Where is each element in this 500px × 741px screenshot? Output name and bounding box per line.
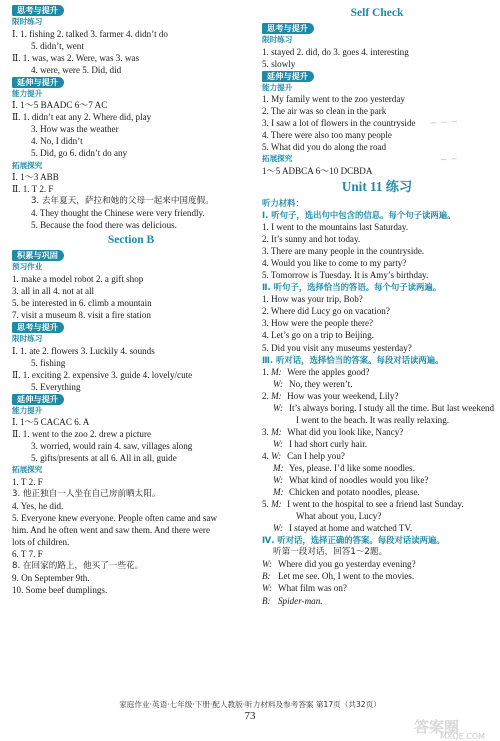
page-footer: 家庭作业·英语·七年级·下册·配人教版·听力材料及参考答案 第17页（共32页） — [119, 700, 381, 709]
dialogue-line: B: Let me see. Oh, I went to the movies. — [262, 571, 415, 582]
answer-line: Ⅰ. 1. fishing 2. talked 3. farmer 4. didn’t do — [12, 28, 168, 39]
answer-line: Ⅱ. 1. was, was 2. Were, was 3. was — [12, 52, 140, 63]
section-title: Section B — [107, 234, 155, 247]
subheading: 拓展探究 — [12, 465, 43, 475]
answer-line: 5. gifts/presents at all 6. All in all, guide — [31, 453, 177, 464]
section-badge: 延伸与提升 — [12, 76, 250, 88]
answer-line: Ⅰ. 1. ate 2. flowers 3. Luckily 4. sounds — [12, 345, 155, 356]
dialogue-line: W: No, they weren’t. — [273, 378, 353, 389]
script-line: 3. There are many people in the countryside. — [262, 246, 425, 257]
subheading: 能力提升 — [12, 405, 43, 415]
answer-line: 1. stayed 2. did, do 3. goes 4. interesting — [262, 46, 409, 57]
answer-line: 8. 在回家的路上，他买了一些花。 — [12, 561, 144, 572]
answer-line: 1. make a model robot 2. a gift shop — [12, 273, 144, 284]
dialogue-line: W: I had short curly hair. — [273, 438, 368, 449]
unit-title-en: Unit 11 — [341, 178, 383, 194]
dialogue-line: W: What kind of noodles would you like? — [273, 475, 429, 486]
answer-line: 3. worried, would rain 4. saw, villages along — [31, 441, 193, 452]
script-line: 2. Where did Lucy go on vacation? — [262, 306, 390, 317]
section-badge: 思考与提升 — [262, 22, 492, 34]
unit-title — [262, 178, 492, 196]
answer-line: 4. They thought the Chinese were very friendly. — [31, 208, 205, 219]
answer-line: 3. I saw a lot of flowers in the countryside — [262, 118, 416, 129]
answer-line: 3. 他正独自一人坐在自己房前晒太阳。 — [12, 489, 161, 499]
answer-line: Ⅰ. 1～5 BAADC 6～7 AC — [12, 100, 108, 111]
section-badge: 延伸与提升 — [12, 393, 250, 405]
answer-line: lots of children. — [12, 537, 70, 548]
section-badge: 思考与提升 — [12, 4, 250, 16]
answer-line: Ⅰ. 1～5 CACAC 6. A — [12, 417, 90, 428]
answer-line: 1～5 ADBCA 6～10 DCBDA — [262, 165, 373, 176]
answer-line: 1. T 2. F — [12, 476, 43, 487]
answer-line: 10. Some beef dumplings. — [12, 585, 108, 596]
subheading: 能力提升 — [262, 82, 293, 92]
section-badge: 积累与巩固 — [12, 249, 250, 261]
answer-line: 5. be interested in 6. climb a mountain — [12, 297, 152, 308]
section-title: Self Check — [350, 7, 404, 19]
answer-line: 5. didn’t, went — [31, 40, 84, 51]
script-intro: 听第一段对话，回答1～2题。 — [273, 547, 388, 558]
answer-line: 5. slowly — [262, 58, 296, 69]
answer-line: Ⅱ. 1. didn’t eat any 2. Where did, play — [12, 112, 152, 123]
watermark-url: MXQE.COM — [440, 732, 486, 741]
answer-line: 2. The air was so clean in the park — [262, 106, 387, 117]
answer-line: Ⅰ. 1～3 ABB — [12, 172, 59, 183]
right-column — [262, 4, 495, 607]
answer-line: 4. Yes, he did. — [12, 501, 64, 512]
dialogue-line: W: What film was on? — [262, 583, 347, 594]
answer-line: 5. Did, go 6. didn’t do any — [31, 148, 128, 159]
section-badge: 延伸与提升 — [262, 70, 492, 82]
answer-line: 5. Because the food there was delicious. — [31, 220, 177, 231]
answer-line: Ⅱ. 1. went to the zoo 2. drew a picture — [12, 429, 152, 440]
dialogue-line: What about you, Lucy? — [296, 511, 382, 522]
dialogue-line: W: It’s always boring. I study all the time. But last weekend — [273, 402, 495, 413]
script-line: 5. Tomorrow is Tuesday. It is Amy’s birthday. — [262, 270, 429, 281]
script-line: 2. It’s sunny and hot today. — [262, 234, 361, 245]
script-line: 1. I went to the mountains last Saturday. — [262, 222, 409, 233]
answer-line: 5. fishing — [31, 357, 66, 368]
subheading: 限时练习 — [12, 17, 43, 27]
dialogue-line: 3. M: What did you look like, Nancy? — [262, 426, 404, 437]
subheading: 限时练习 — [262, 35, 293, 45]
script-line: 3. How were the people there? — [262, 318, 374, 329]
answer-line: Ⅱ. 1. T 2. F — [12, 184, 54, 195]
left-column — [12, 4, 250, 596]
subheading: 拓展探究 — [262, 154, 293, 164]
answer-line: 3. all in all 4. not at all — [12, 285, 95, 296]
answer-line: 3. 去年夏天，萨拉和她的父母一起来中国度假。 — [31, 196, 214, 207]
answer-line: 1. My family went to the zoo yesterday — [262, 94, 405, 105]
answer-line: 3. How was the weather — [31, 124, 119, 135]
answer-line: 9. On September 9th. — [12, 573, 90, 584]
dialogue-line: 2. M: How was your weekend, Lily? — [262, 390, 399, 401]
dialogue-line: I went to the beach. It was really relaxing. — [296, 414, 450, 425]
dialogue-line: B: Spider-man. — [262, 595, 323, 606]
dialogue-line: M: Chicken and potato noodles, please. — [273, 487, 420, 498]
answer-line: 7. visit a museum 8. visit a fire station — [12, 309, 151, 320]
dialogue-line: 4. W: Can I help you? — [262, 450, 345, 461]
part-heading: Ⅲ. 听对话，选择恰当的答案。每段对话读两遍。 — [262, 354, 444, 365]
subheading: 预习作业 — [12, 262, 43, 272]
script-line: 5. Did you visit any museums yesterday? — [262, 342, 412, 353]
part-heading: Ⅳ. 听对话，选择正确的答案。每段对话读两遍。 — [262, 535, 445, 546]
answer-line: 5. Everyone knew everyone. People often came and saw — [12, 513, 218, 524]
part-heading: Ⅱ. 听句子，选择恰当的答语。每个句子读两遍。 — [262, 282, 442, 293]
dialogue-line: W: Where did you go yesterday evening? — [262, 559, 416, 570]
answer-line: 6. T 7. F — [12, 549, 43, 560]
dialogue-line: W: I stayed at home and watched TV. — [273, 523, 413, 534]
answer-line: Ⅱ. 1. exciting 2. expensive 3. guide 4. lovely/cute — [12, 369, 193, 380]
answer-line: 5. What did you do along the road — [262, 142, 387, 153]
dialogue-line: M: Yes, please. I’d like some noodles. — [273, 463, 415, 473]
listening-title: 听力材料： — [262, 197, 304, 208]
page-number: 73 — [244, 710, 256, 722]
answer-line: 4. were, were 5. Did, did — [31, 64, 122, 75]
script-line: 1. How was your trip, Bob? — [262, 294, 363, 305]
answer-line: 4. No, I didn’t — [31, 136, 83, 147]
watermark-logo: 答案圈 — [414, 718, 460, 736]
answer-line: 4. There were also too many people — [262, 130, 392, 141]
part-heading: Ⅰ. 听句子，选出句中包含的信息。每个句子读两遍。 — [262, 210, 456, 221]
script-line: 4. Let’s go on a trip to Beijing. — [262, 330, 374, 341]
handwriting-mark: ~ ~ — [439, 154, 459, 166]
handwriting-mark: ~ ~ ~ — [429, 117, 459, 129]
dialogue-line: 1. M: Were the apples good? — [262, 366, 370, 377]
subheading: 能力提升 — [12, 88, 43, 98]
subheading: 拓展探究 — [12, 160, 43, 170]
script-line: 4. Would you like to come to my party? — [262, 258, 407, 269]
answer-line: 5. Everything — [31, 381, 81, 392]
unit-title-cn: 练习 — [385, 179, 413, 195]
answer-line: him. And he often went and saw them. And there were — [12, 525, 210, 536]
subheading: 限时练习 — [12, 334, 43, 344]
dialogue-line: 5. M: I went to the hospital to see a friend last Sunday. — [262, 499, 464, 510]
section-badge: 思考与提升 — [12, 321, 250, 333]
